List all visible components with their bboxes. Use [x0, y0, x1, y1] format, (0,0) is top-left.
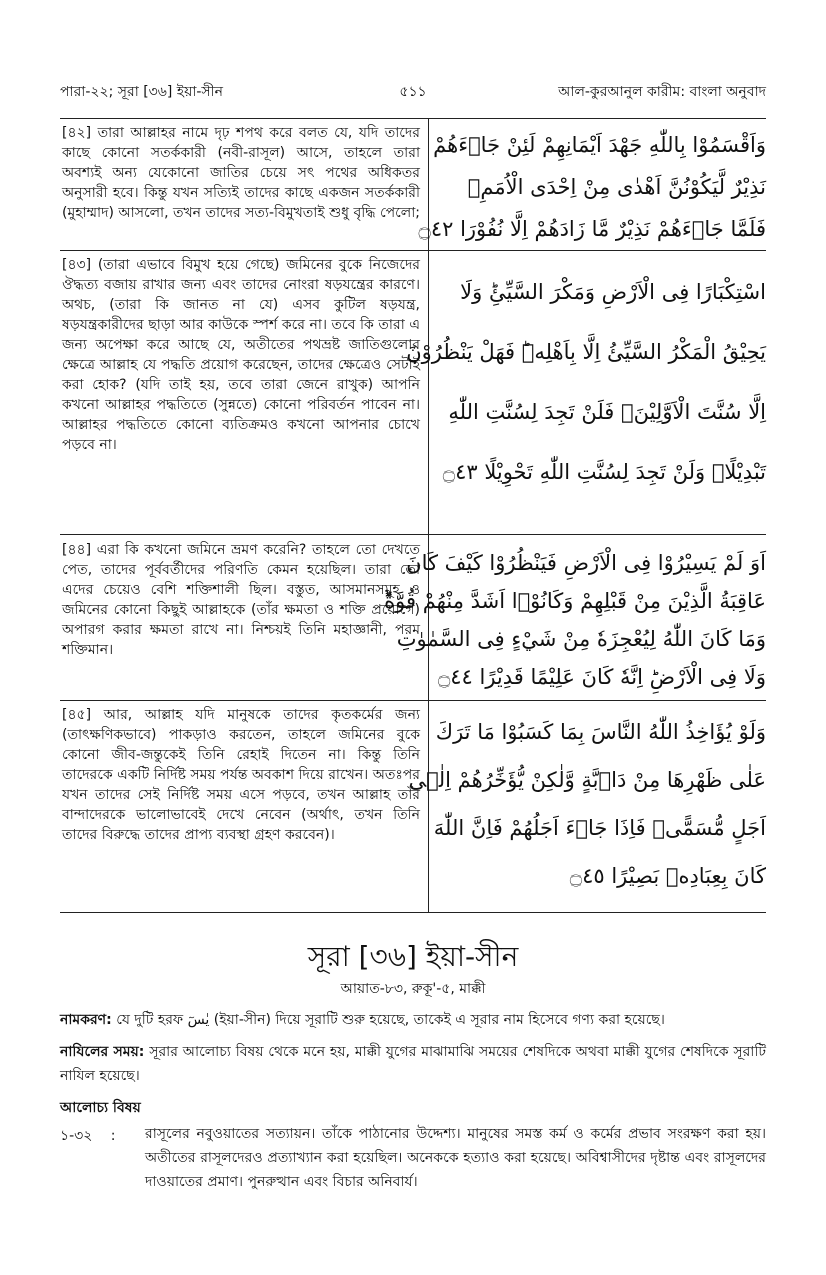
revelation-label: নাযিলের সময়:: [60, 1044, 145, 1060]
translation-verse-44: [৪৪] এরা কি কখনো জমিনে ভ্রমণ করেনি? তাহলে তো দেখতে পেত, তাদের পূর্ববর্তীদের পরিণতি কেমন হয়েছিল। তারা তো এদের চেয়েও বেশি শক্তিশালী ছিল। বস্তুত, আসমানসমূহ ও জমিনের কোনো কিছুই আল্লাহকে (তাঁর ক্ষমতা ও শক্তি প্রয়োগে) অপারগ করার ক্ষমতা রাখে না। নিশ্চয়ই তিনি মহাজ্ঞানী, পরম শক্তিমান।: [62, 542, 420, 658]
arabic-line: يَحِيْقُ الْمَكْرُ السَّيِّئُ اِلَّا بِاَهْلِهٖؕ فَهَلْ يَنْظُرُوْنَ: [406, 340, 766, 364]
sura-title: সূরা [৩৬] ইয়া-সীন: [307, 940, 519, 973]
arabic-line: وَاَقْسَمُوْا بِاللّٰهِ جَهْدَ اَيْمَانِهِمْ لَئِنْ جَاۤءَهُمْ: [433, 133, 766, 157]
arabic-verse-45: [408, 708, 766, 900]
topics-heading: আলোচ্য বিষয়: [60, 1100, 141, 1116]
arabic-line: عَلٰى ظَهْرِهَا مِنْ دَاۤبَّةٍ وَّلٰكِنْ يُّؤَخِّرُهُمْ اِلٰۤى: [408, 768, 766, 792]
running-header: [60, 80, 766, 106]
arabic-line: اَجَلٍ مُّسَمًّىۚ فَاِذَا جَاۤءَ اَجَلُهُمْ فَاِنَّ اللّٰهَ: [433, 816, 766, 840]
arabic-line: وَمَا كَانَ اللّٰهُ لِيُعْجِزَهٗ مِنْ شَيْءٍ فِى السَّمٰوٰتِ: [396, 627, 766, 651]
row-divider: [60, 700, 766, 701]
row-divider: [60, 534, 766, 535]
arabic-line: اَوَ لَمْ يَسِيْرُوْا فِى الْاَرْضِ فَيَنْظُرُوْا كَيْفَ كَانَ: [406, 551, 766, 575]
arabic-verse-44: [384, 544, 766, 696]
sura-subtitle: আয়াত-৮৩, রুকূ'-৫, মাক্কী: [340, 981, 486, 997]
arabic-verse-43: [406, 262, 766, 502]
arabic-line: نَذِيْرٌ لَّيَكُوْنُنَّ اَهْدٰى مِنْ اِحْدَى الْاُمَمِۚ: [467, 175, 766, 199]
row-divider: [60, 250, 766, 251]
arabic-line: اسْتِكْبَارًا فِى الْاَرْضِ وَمَكْرَ السَّيِّئِؕ وَلَا: [460, 280, 766, 304]
revelation-text: সূরার আলোচ্য বিষয় থেকে মনে হয়, মাক্কী যুগের মাঝামাঝি সময়ের শেষদিকে অথবা মাক্কী যুগের শেষদিকে সূরাটি নাযিল হয়েছে।: [60, 1044, 766, 1084]
arabic-line: اِلَّا سُنَّتَ الْاَوَّلِيْنَۚ فَلَنْ تَجِدَ لِسُنَّتِ اللّٰهِ: [448, 400, 766, 424]
arabic-line: تَبْدِيْلًاۚ وَلَنْ تَجِدَ لِسُنَّتِ اللّٰهِ تَحْوِيْلًا ۝٤٣: [442, 460, 766, 484]
arabic-line: كَانَ بِعِبَادِهٖ بَصِيْرًا ۝٤٥: [569, 864, 766, 888]
arabic-line: وَلَا فِى الْاَرْضِؕ اِنَّهٗ كَانَ عَلِيْمًا قَدِيْرًا ۝٤٤: [437, 665, 766, 689]
table-top-border: [60, 118, 766, 119]
arabic-line: وَلَوْ يُؤَاخِذُ اللّٰهُ النَّاسَ بِمَا كَسَبُوْا مَا تَرَكَ: [435, 720, 766, 744]
header-book-title: আল-কুরআনুল কারীম: বাংলা অনুবাদ: [558, 84, 766, 100]
topic-separator: :: [110, 1128, 116, 1144]
topic-text: রাসূলের নবুওয়াতের সত্যায়ন। তাঁকে পাঠানোর উদ্দেশ্য। মানুষের সমস্ত কর্ম ও কর্মের প্রভাব সংরক্ষণ করা হয়। অতীতের রাসূলদেরও প্রত্যাখ্যান করা হয়েছিল। অনেককে হত্যাও করা হয়েছে। অবিশ্বাসীদের দৃষ্টান্ত এবং রাসূলদের দাওয়াতের প্রমাণ। পুনরুত্থান এবং বিচার অনিবার্য।: [145, 1126, 766, 1190]
translation-verse-45: [৪৫] আর, আল্লাহ যদি মানুষকে তাদের কৃতকর্মের জন্য (তাৎক্ষণিকভাবে) পাকড়াও করতেন, তাহলে জমিনের বুকে কোনো জীব-জন্তুকেই তিনি রেহাই দিতেন না। কিন্তু তিনি তাদেরকে একটি নির্দিষ্ট সময় পর্যন্ত অবকাশ দিয়ে রাখেন। অতঃপর যখন তাদের সেই নির্দিষ্ট সময় এসে পড়বে, তখন আল্লাহ তাঁর বান্দাদেরকে ভালোভাবেই দেখে নেবেন (অর্থাৎ, তখন তিনি তাদের বিরুদ্ধে তাদের প্রাপ্য ব্যবস্থা গ্রহণ করবেন)।: [62, 707, 420, 843]
topic-range-label: ১-৩২: [60, 1128, 93, 1144]
arabic-line: عَاقِبَةُ الَّذِيْنَ مِنْ قَبْلِهِمْ وَكَانُوْۤا اَشَدَّ مِنْهُمْ قُوَّةًؕ: [384, 589, 766, 613]
translation-verse-43: [৪৩] (তারা এভাবে বিমুখ হয়ে গেছে) জমিনের বুকে নিজেদের ঔদ্ধত্য বজায় রাখার জন্য এবং তাদের নোংরা ষড়যন্ত্রের কারণে। অথচ, (তারা কি জানত না যে) এসব কুটিল ষড়যন্ত্র, ষড়যন্ত্রকারীদের ছাড়া আর কাউকে স্পর্শ করে না। তবে কি তারা এ জন্য অপেক্ষা করে আছে যে, অতীতের পথভ্রষ্ট জাতিগুলোর ক্ষেত্রে আল্লাহ যে পদ্ধতি প্রয়োগ করেছেন, তাদের ক্ষেত্রেও সেটাই করা হোক? (যদি তাই হয়, তবে তারা জেনে রাখুক) আপনি কখনো আল্লাহর পদ্ধতিতে (সুন্নতে) কোনো পরিবর্তন পাবেন না। আল্লাহর পদ্ধতিতে কোনো ব্যতিক্রমও কখনো আপনার চোখে পড়বে না।: [62, 257, 420, 453]
page-number: ৫১১: [399, 84, 427, 100]
arabic-verse-42: [418, 124, 766, 250]
revelation-paragraph: [60, 1040, 766, 1088]
naming-paragraph: [60, 1008, 766, 1032]
header-para-sura: পারা-২২; সূরা [৩৬] ইয়া-সীন: [60, 84, 224, 100]
naming-label: নামকরণ:: [60, 1012, 112, 1028]
table-bottom-border: [60, 912, 766, 913]
topic-range: [60, 1124, 116, 1148]
naming-text: যে দুটি হরফ يٰسٓ (ইয়া-সীন) দিয়ে সূরাটি শুরু হয়েছে, তাকেই এ সূরার নাম হিসেবে গণ্য করা হয়েছে।: [111, 1012, 665, 1028]
translation-verse-42: [৪২] তারা আল্লাহর নামে দৃঢ় শপথ করে বলত যে, যদি তাদের কাছে কোনো সতর্ককারী (নবী-রাসূল) আসে, তাহলে তারা অবশ্যই অন্য যেকোনো জাতির চেয়ে সৎ পথের অধিকতর অনুসারী হবে। কিন্তু যখন সত্যিই তাদের কাছে একজন সতর্ককারী (মুহাম্মাদ) আসলো, তখন তাদের সত্য-বিমুখতাই শুধু বৃদ্ধি পেলো;: [62, 125, 420, 221]
arabic-line: فَلَمَّا جَاۤءَهُمْ نَذِيْرٌ مَّا زَادَهُمْ اِلَّا نُفُوْرَا ۝٤٢: [418, 217, 766, 241]
